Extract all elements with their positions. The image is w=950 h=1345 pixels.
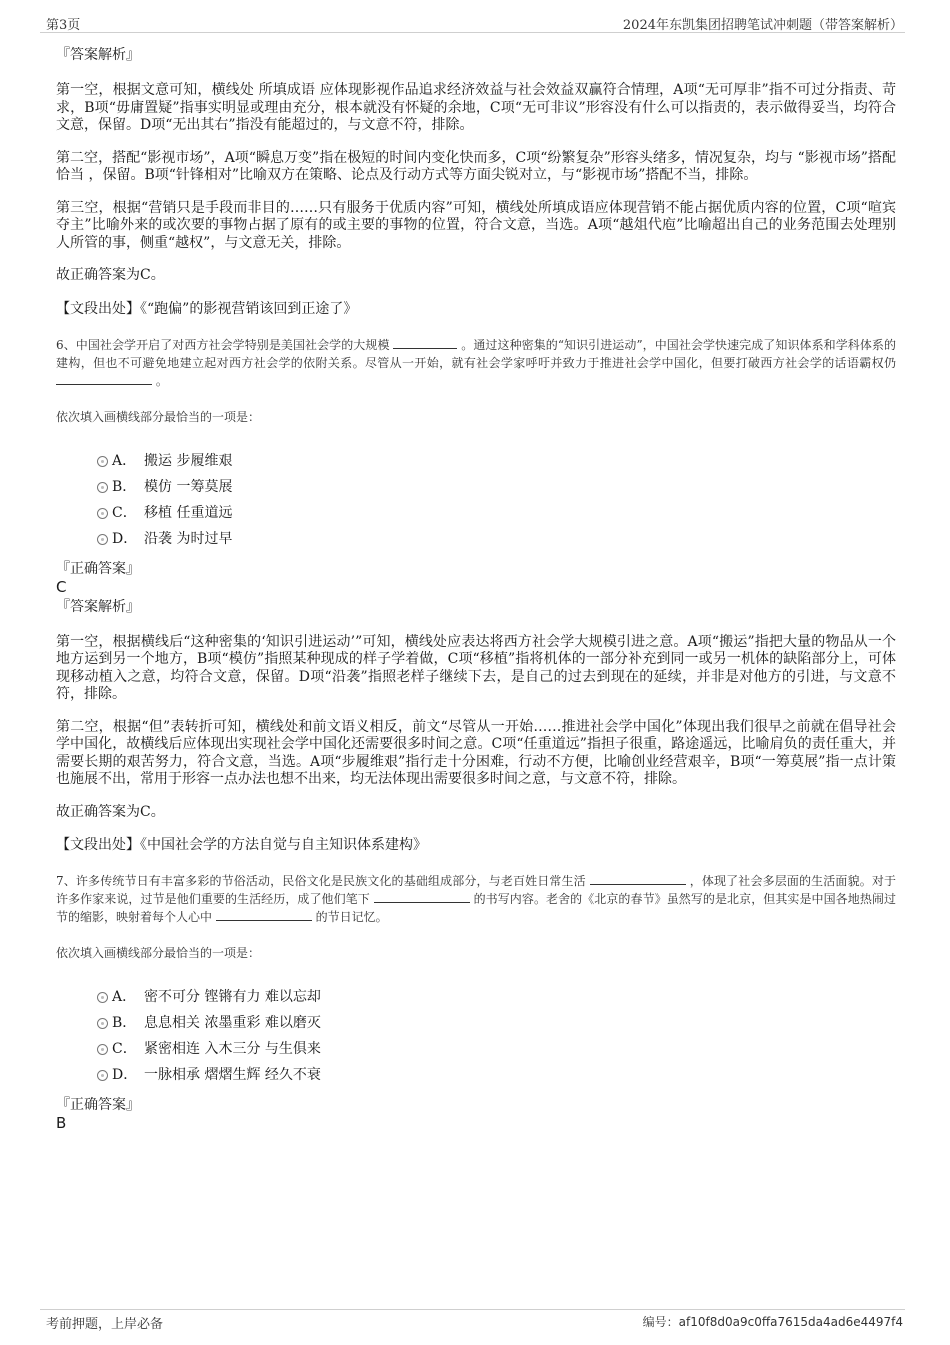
option-c[interactable]: C． 紧密相连 入木三分 与生俱来 — [56, 1036, 896, 1062]
correct-answer: C — [56, 577, 67, 596]
fill-blank — [216, 908, 312, 921]
radio-icon[interactable] — [97, 482, 108, 493]
analysis-conclusion: 故正确答案为C。 — [56, 803, 165, 820]
fill-blank — [393, 336, 457, 349]
option-b[interactable]: B． 模仿 一筹莫展 — [56, 474, 896, 500]
page-content — [56, 46, 896, 1134]
analysis-paragraph: 第三空，根据“营销只是手段而非目的……只有服务于优质内容”可知，横线处所填成语应体现营销不能占据优质内容的位置，C项“喧宾夺主”比喻外来的或次要的事物占据了原有的或主要的事物的位置，符合文意，当选。A项“越俎代庖”比喻超出自己的业务范围去处理别人所管的事，侧重“越权”，与文意无关，排除。 — [56, 199, 896, 251]
analysis-heading: 『答案解析』 — [56, 47, 140, 63]
option-c[interactable]: C． 移植 任重道远 — [56, 500, 896, 526]
option-d[interactable]: D． 一脉相承 熠熠生辉 经久不衰 — [56, 1062, 896, 1088]
analysis-paragraph: 第二空，根据“但”表转折可知，横线处和前文语义相反，前文“尽管从一开始……推进社会学中国化”体现出我们很早之前就在倡导社会学中国化，故横线后应体现出实现社会学中国化还需要很多时间之意。C项“任重道远”指担子很重，路途遥远，比喻肩负的责任重大，并需要长期的艰苦努力，符合文意，当选。A项“步履维艰”指行走十分困难，行动不方便，比喻创业经营艰辛，B项“一筹莫展”指一点计策也施展不出，常用于形容一点办法也想不出来，均无法体现出需要很多时间之意，与文意不符，排除。 — [56, 718, 896, 787]
radio-icon[interactable] — [97, 456, 108, 467]
fill-blank — [56, 372, 152, 385]
page-number: 第3页 — [46, 18, 81, 33]
radio-icon[interactable] — [97, 992, 108, 1003]
document-serial: 编号：af10f8d0a9c0ffa7615da4ad6e4497f4 — [642, 1315, 903, 1329]
radio-icon[interactable] — [97, 1070, 108, 1081]
page-header — [40, 12, 905, 33]
question-6-options — [56, 448, 896, 552]
option-a[interactable]: A． 搬运 步履维艰 — [56, 448, 896, 474]
analysis-paragraph: 第一空，根据横线后“这种密集的‘知识引进运动’”可知，横线处应表达将西方社会学大规模引进之意。A项“搬运”指把大量的物品从一个地方运到另一个地方，B项“模仿”指照某种现成的样子学着做，C项“移植”指将机体的一部分补充到同一或另一机体的缺陷部分上，可体现移动植入之意，均符合文意，保留。D项“沿袭”指照老样子继续下去，是自己的过去到现在的延续，并非是对他方的引进，与文意不符，排除。 — [56, 633, 896, 702]
correct-answer-heading: 『正确答案』 — [56, 1097, 140, 1113]
radio-icon[interactable] — [97, 1018, 108, 1029]
question-7-stem: 7、许多传统节日有丰富多彩的节俗活动，民俗文化是民族文化的基础组成部分，与老百姓日常生活 ，体现了社会多层面的生活面貌。对于许多作家来说，过节是他们重要的生活经历，成了他们笔下 的书写内容。老舍的《北京的春节》虽然写的是北京，但其实是中国各地热闹过节的缩影，映射着每个人心中 的节日记忆。 — [56, 874, 896, 924]
correct-answer: B — [56, 1114, 67, 1132]
correct-answer-heading: 『正确答案』 — [56, 560, 140, 577]
radio-icon[interactable] — [97, 508, 108, 519]
page-footer — [40, 1309, 905, 1332]
question-7-options — [56, 984, 896, 1088]
analysis-heading: 『答案解析』 — [56, 598, 140, 615]
radio-icon[interactable] — [97, 534, 108, 545]
question-7-prompt: 依次填入画横线部分最恰当的一项是： — [56, 946, 261, 960]
analysis-paragraph: 第二空，搭配“影视市场”，A项“瞬息万变”指在极短的时间内变化快而多，C项“纷繁复杂”形容头绪多，情况复杂，均与 “影视市场”搭配恰当 ，保留。B项“针锋相对”比喻双方在策略、论点及行动方式等方面尖锐对立，与“影视市场”搭配不当，排除。 — [56, 149, 896, 183]
fill-blank — [374, 890, 470, 903]
document-title: 2024年东凯集团招聘笔试冲刺题（带答案解析） — [622, 18, 903, 33]
passage-source: 【文段出处】《中国社会学的方法自觉与自主知识体系建构》 — [56, 837, 427, 853]
option-a[interactable]: A． 密不可分 铿锵有力 难以忘却 — [56, 984, 896, 1010]
fill-blank — [590, 872, 686, 885]
footer-slogan: 考前押题，上岸必备 — [46, 1317, 164, 1332]
question-6-stem: 6、中国社会学开启了对西方社会学特别是美国社会学的大规模 。通过这种密集的“知识引进运动”，中国社会学快速完成了知识体系和学科体系的建构，但也不可避免地建立起对西方社会学的依附关系。尽管从一开始，就有社会学家呼吁并致力于推进社会学中国化，但要打破西方社会学的话语霸权仍 。 — [56, 337, 896, 388]
option-d[interactable]: D． 沿袭 为时过早 — [56, 526, 896, 552]
option-b[interactable]: B． 息息相关 浓墨重彩 难以磨灭 — [56, 1010, 896, 1036]
analysis-paragraph: 第一空，根据文意可知，横线处 所填成语 应体现影视作品追求经济效益与社会效益双赢符合情理，A项“无可厚非”指不可过分指责、苛求，B项“毋庸置疑”指事实明显或理由充分，根本就没有怀疑的余地，C项“无可非议”形容没有什么可以指责的，表示做得妥当，均符合文意，保留。D项“无出其右”指没有能超过的，与文意不符，排除。 — [56, 82, 896, 133]
question-6-prompt: 依次填入画横线部分最恰当的一项是： — [56, 409, 261, 424]
passage-source: 【文段出处】《“跑偏”的影视营销该回到正途了》 — [56, 300, 358, 317]
analysis-conclusion: 故正确答案为C。 — [56, 267, 165, 283]
radio-icon[interactable] — [97, 1044, 108, 1055]
